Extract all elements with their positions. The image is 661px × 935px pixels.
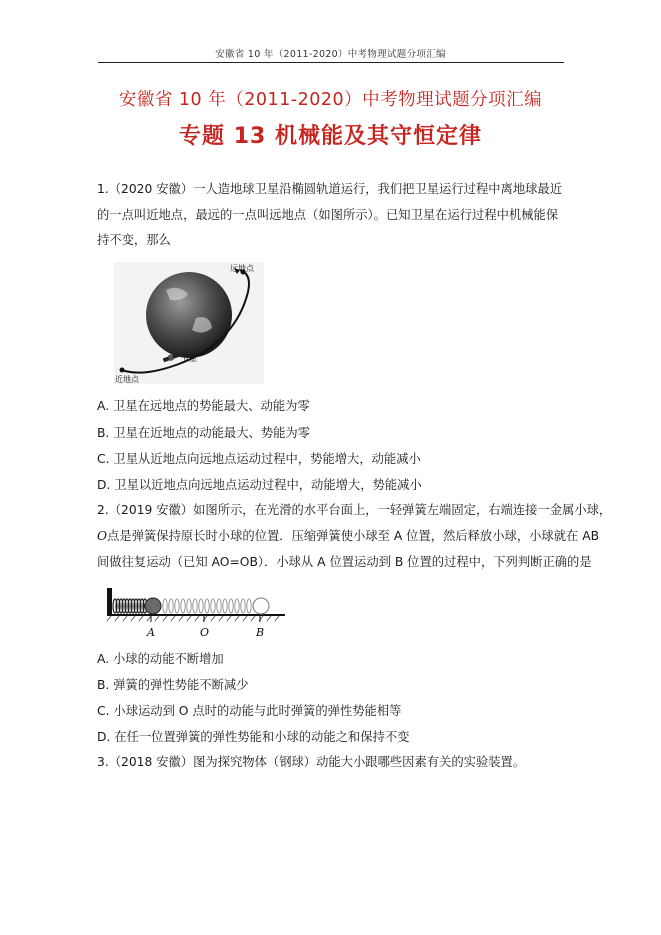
document-title: 安徽省 10 年（2011-2020）中考物理试题分项汇编 — [118, 90, 543, 110]
ball-at-a — [145, 598, 161, 614]
question-2-line-2-text: 点是弹簧保持原长时小球的位置．压缩弹簧使小球至 A 位置，然后释放小球，小球就在 AB — [107, 529, 600, 543]
q1-option-d: D. 卫星以近地点向远地点运动过程中，动能增大，势能减小 — [97, 478, 422, 492]
label-a: A — [147, 626, 155, 639]
spring-ghost — [163, 599, 251, 613]
compressed-spring — [113, 599, 147, 613]
far-point-label: 远地点 — [230, 264, 254, 273]
q1-option-a: A. 卫星在远地点的势能最大、动能为零 — [97, 399, 310, 413]
wall — [107, 588, 112, 616]
q1-option-c: C. 卫星从近地点向远地点运动过程中，势能增大，动能减小 — [97, 452, 421, 466]
label-b: B — [256, 626, 265, 639]
near-point-label: 近地点 — [115, 375, 139, 384]
q2-option-a: A. 小球的动能不断增加 — [97, 652, 224, 666]
question-3-stem: 3.（2018 安徽）图为探究物体（钢球）动能大小跟哪些因素有关的实验装置。 — [97, 755, 526, 769]
running-header: 安徽省 10 年（2011-2020）中考物理试题分项汇编 — [215, 49, 446, 60]
table-hatching — [107, 616, 279, 621]
header-rule — [98, 62, 564, 63]
q2-option-b: B. 弹簧的弹性势能不断减少 — [97, 678, 249, 692]
q2-option-d: D. 在任一位置弹簧的弹性势能和小球的动能之和保持不变 — [97, 730, 410, 744]
question-2-line-3: 间做往复运动（已知 AO=OB）．小球从 A 位置运动到 B 位置的过程中，下列判断正确的是 — [97, 555, 592, 569]
point-o: O — [97, 529, 108, 543]
ball-ghost-at-b — [253, 598, 269, 614]
near-point-dot — [120, 368, 125, 373]
topic-title: 专题 13 机械能及其守恒定律 — [179, 124, 482, 149]
earth — [146, 272, 232, 358]
question-2-line-1: 2.（2019 安徽）如图所示，在光滑的水平台面上，一轻弹簧左端固定，右端连接一金属小球， — [97, 503, 612, 517]
q1-option-b: B. 卫星在近地点的动能最大、势能为零 — [97, 426, 311, 440]
satellite-label: 卫星 — [181, 354, 197, 363]
q2-option-c: C. 小球运动到 O 点时的动能与此时弹簧的弹性势能相等 — [97, 704, 402, 718]
question-1-stem: 1.（2020 安徽）一人造地球卫星沿椭圆轨道运行，我们把卫星运行过程中离地球最近的一点叫近地点，最远的一点叫远地点（如图所示）。已知卫星在运行过程中机械能保持不变，那么 — [97, 182, 563, 247]
question-2-line-2 — [97, 526, 599, 546]
spring-ball-figure — [105, 584, 291, 640]
satellite-orbit-figure — [114, 262, 264, 384]
label-o: O — [200, 626, 210, 639]
